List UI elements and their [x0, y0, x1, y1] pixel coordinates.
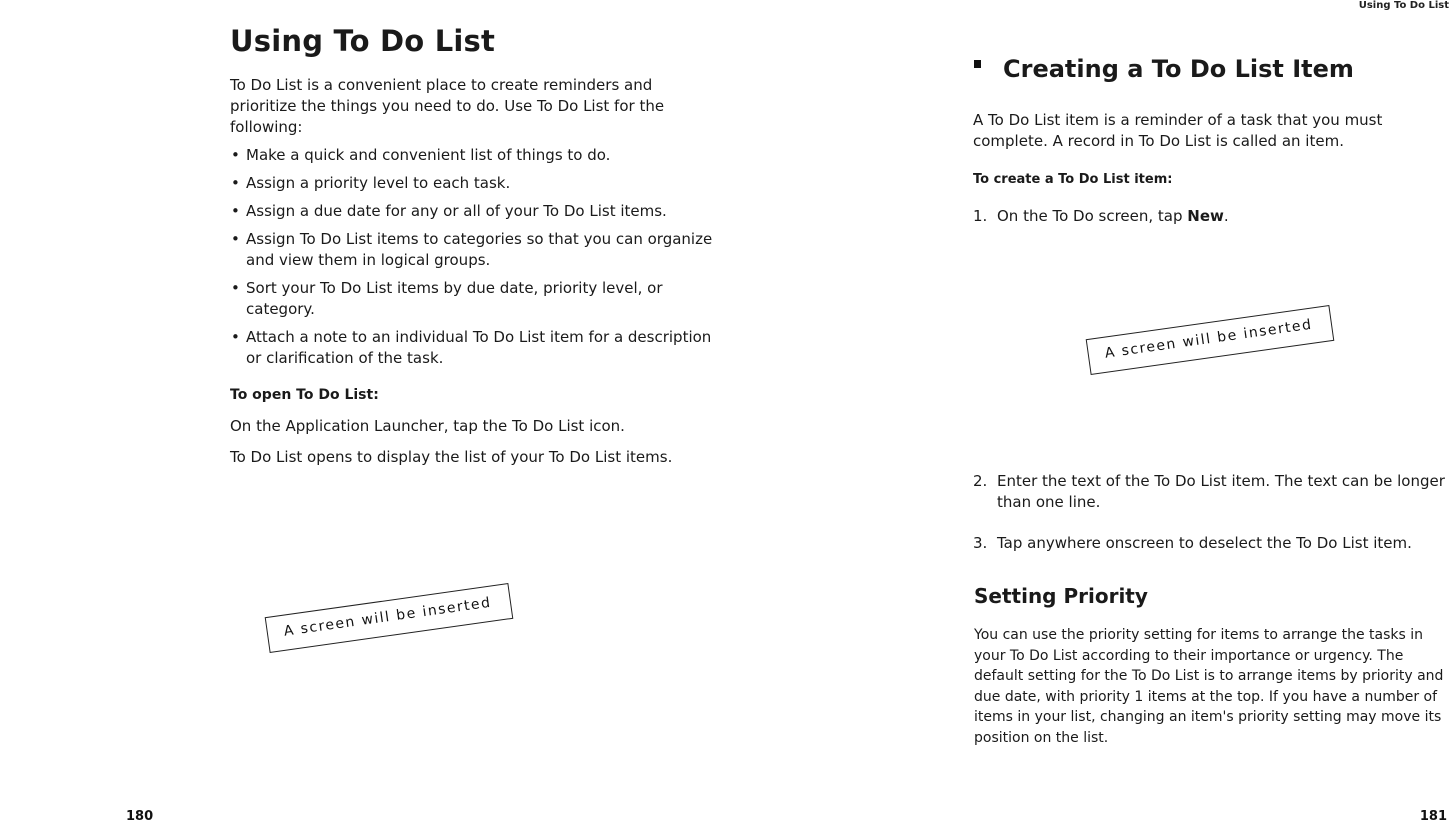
section-intro: A To Do List item is a reminder of a task that you must complete. A record in To Do List is called an item. — [973, 111, 1383, 150]
running-head: Using To Do List — [1358, 0, 1449, 11]
steps-list-a — [973, 206, 1448, 227]
list-item: 1. On the To Do screen, tap New. — [973, 207, 1229, 225]
page-number: 180 — [126, 809, 154, 824]
left-page — [0, 0, 725, 824]
open-result: To Do List opens to display the list of your To Do List items. — [230, 448, 673, 466]
bullet-icon: • — [231, 146, 240, 164]
right-page — [725, 0, 1451, 824]
list-item: 3. Tap anywhere onscreen to deselect the To Do List item. — [973, 534, 1412, 552]
bullet-icon: • — [231, 279, 240, 297]
page-number: 181 — [1419, 809, 1447, 824]
feature-list — [230, 145, 720, 376]
bullet-icon: • — [231, 328, 240, 346]
list-item: • Assign a priority level to each task. — [231, 174, 511, 192]
create-heading: To create a To Do List item: — [973, 172, 1173, 187]
new-keyword: New — [1187, 207, 1224, 225]
page-title: Using To Do List — [230, 24, 496, 58]
steps-list-b — [973, 471, 1448, 554]
screen-placeholder: A screen will be inserted — [265, 583, 514, 653]
open-step: On the Application Launcher, tap the To Do List icon. — [230, 417, 625, 435]
section-title: Creating a To Do List Item — [1003, 55, 1354, 83]
list-item: 2. Enter the text of the To Do List item. The text can be longer than one line. — [973, 472, 1445, 511]
square-bullet-icon — [974, 60, 981, 68]
priority-heading: Setting Priority — [974, 584, 1148, 608]
list-item: • Make a quick and convenient list of things to do. — [231, 146, 611, 164]
screen-placeholder: A screen will be inserted — [1086, 305, 1335, 375]
bullet-icon: • — [231, 202, 240, 220]
list-item: • Assign a due date for any or all of your To Do List items. — [231, 202, 667, 220]
bullet-icon: • — [231, 174, 240, 192]
list-item: • Attach a note to an individual To Do List item for a description or clarification of the task. — [231, 328, 712, 367]
list-item: • Assign To Do List items to categories so that you can organize and view them in logical groups. — [231, 230, 713, 269]
list-item: • Sort your To Do List items by due date, priority level, or category. — [231, 279, 663, 318]
priority-paragraph: You can use the priority setting for items to arrange the tasks in your To Do List according to their importance or urgency. The default setting for the To Do List is to arrange items by priority and due date, with priority 1 items at the top. If you have a number of items in your list, changing an item's priority setting may move its position on the list. — [974, 627, 1444, 746]
bullet-icon: • — [231, 230, 240, 248]
intro-paragraph: To Do List is a convenient place to create reminders and prioritize the things you need to do. Use To Do List for the following: — [230, 76, 665, 136]
open-heading: To open To Do List: — [230, 387, 379, 403]
